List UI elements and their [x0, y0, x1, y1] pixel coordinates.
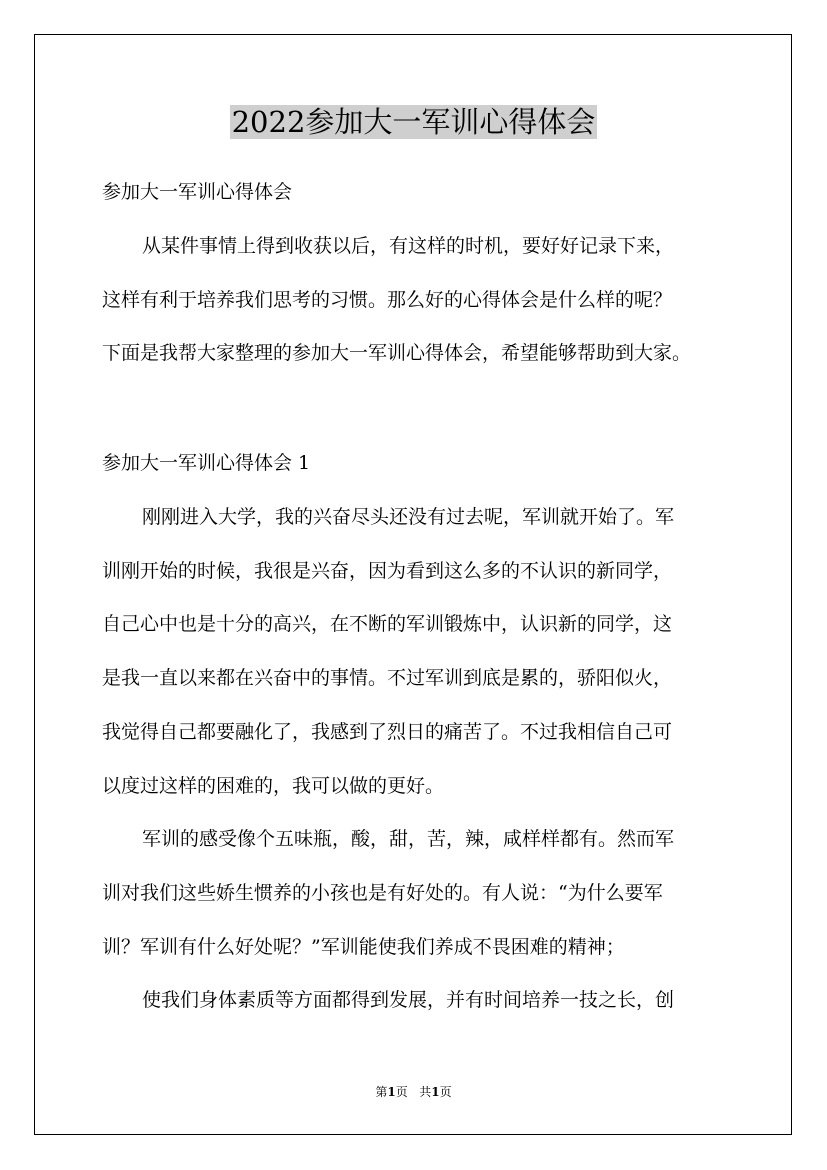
paragraph-line: 军训的感受像个五味瓶，酸，甜，苦，辣，咸样样都有。然而军: [142, 828, 675, 851]
document-title-text: 2022参加大一军训心得体会: [231, 105, 596, 139]
paragraph-line: 训刚开始的时候，我很是兴奋，因为看到这么多的不认识的新同学，: [102, 559, 673, 582]
paragraph-line: 训对我们这些娇生惯养的小孩也是有好处的。有人说：“为什么要军: [102, 881, 663, 904]
footer-total-prefix: 共: [419, 1085, 432, 1099]
section-1-body: [102, 491, 742, 1028]
paragraph-line: 我觉得自己都要融化了，我感到了烈日的痛苦了。不过我相信自己可: [102, 720, 673, 743]
footer-total-number: 1: [431, 1085, 440, 1099]
subtitle-text: 参加大一军训心得体会: [102, 181, 293, 203]
intro-paragraph: [102, 220, 742, 381]
footer-page-number: 1: [387, 1085, 396, 1099]
paragraph-line: 刚刚进入大学，我的兴奋尽头还没有过去呢，军训就开始了。军: [142, 506, 675, 528]
paragraph-line: 自己心中也是十分的高兴，在不断的军训锻炼中，认识新的同学，这: [102, 613, 673, 636]
document-subtitle: [102, 166, 742, 220]
section-heading-text: 参加大一军训心得体会 1: [102, 452, 311, 474]
intro-line: 下面是我帮大家整理的参加大一军训心得体会，希望能够帮助到大家。: [102, 342, 692, 365]
intro-line: 从某件事情上得到收获以后，有这样的时机，要好好记录下来，: [142, 235, 675, 257]
paragraph-line: 使我们身体素质等方面都得到发展，并有时间培养一技之长，创: [142, 989, 675, 1012]
section-1-heading: [102, 437, 742, 491]
footer-page-prefix: 第: [375, 1085, 388, 1099]
intro-line: 这样有利于培养我们思考的习惯。那么好的心得体会是什么样的呢？: [102, 288, 673, 311]
document-title: [0, 100, 827, 144]
paragraph-line: 训？军训有什么好处呢？”军训能使我们养成不畏困难的精神；: [102, 935, 625, 958]
paragraph-line: 是我一直以来都在兴奋中的事情。不过军训到底是累的，骄阳似火，: [102, 667, 673, 690]
footer-page-suffix: 页: [395, 1085, 408, 1099]
page-footer: [0, 1084, 827, 1100]
paragraph-line: 以度过这样的困难的，我可以做的更好。: [102, 774, 445, 797]
footer-total-suffix: 页: [439, 1085, 452, 1099]
